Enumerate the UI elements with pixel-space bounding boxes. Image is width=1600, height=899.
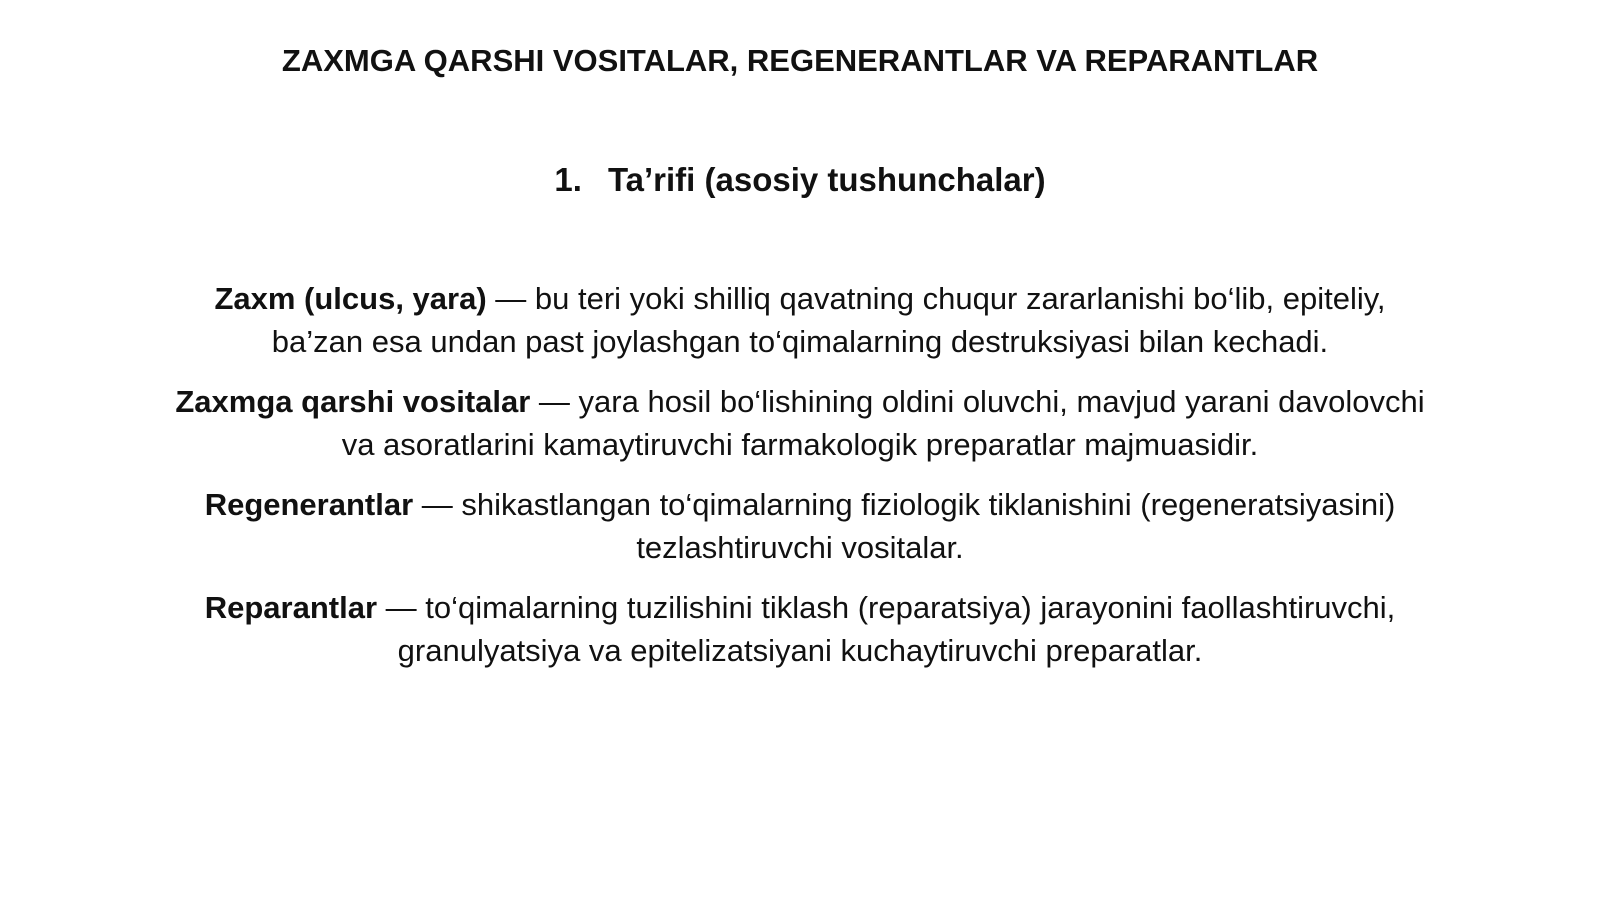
- definition-term: Regenerantlar: [204, 487, 414, 522]
- definition-term: Reparantlar: [204, 590, 378, 625]
- definition-term: Zaxmga qarshi vositalar: [175, 384, 531, 419]
- definition-term: Zaxm (ulcus, yara): [214, 281, 487, 316]
- definition-zaxmga-qarshi-vositalar: [170, 380, 1430, 466]
- definition-regenerantlar: [170, 483, 1430, 569]
- section-heading: [0, 158, 1600, 202]
- section-number: 1.: [554, 161, 582, 198]
- definition-text: — to‘qimalarning tuzilishini tiklash (reparatsiya) jarayonini faollashtiruvchi, granulyatsiya va epitelizatsiyani kuchaytiruvchi preparatlar.: [377, 590, 1396, 668]
- definition-reparantlar: [170, 586, 1430, 672]
- definitions-list: [170, 277, 1430, 689]
- definition-text: — shikastlangan to‘qimalarning fiziologik tiklanishini (regeneratsiyasini) tezlashtiruvchi vositalar.: [413, 487, 1396, 565]
- definition-text: — bu teri yoki shilliq qavatning chuqur zararlanishi bo‘lib, epiteliy, ba’zan esa undan past joylashgan to‘qimalarning destruksiyasi bilan kechadi.: [271, 281, 1386, 359]
- slide-title: ZAXMGA QARSHI VOSITALAR, REGENERANTLAR VA REPARANTLAR: [281, 43, 1319, 78]
- definition-text: — yara hosil bo‘lishining oldini oluvchi, mavjud yarani davolovchi va asoratlarini kamaytiruvchi farmakologik preparatlar majmuasidir.: [341, 384, 1425, 462]
- definition-zaxm: [170, 277, 1430, 363]
- section-heading-text: Ta’rifi (asosiy tushunchalar): [607, 161, 1046, 198]
